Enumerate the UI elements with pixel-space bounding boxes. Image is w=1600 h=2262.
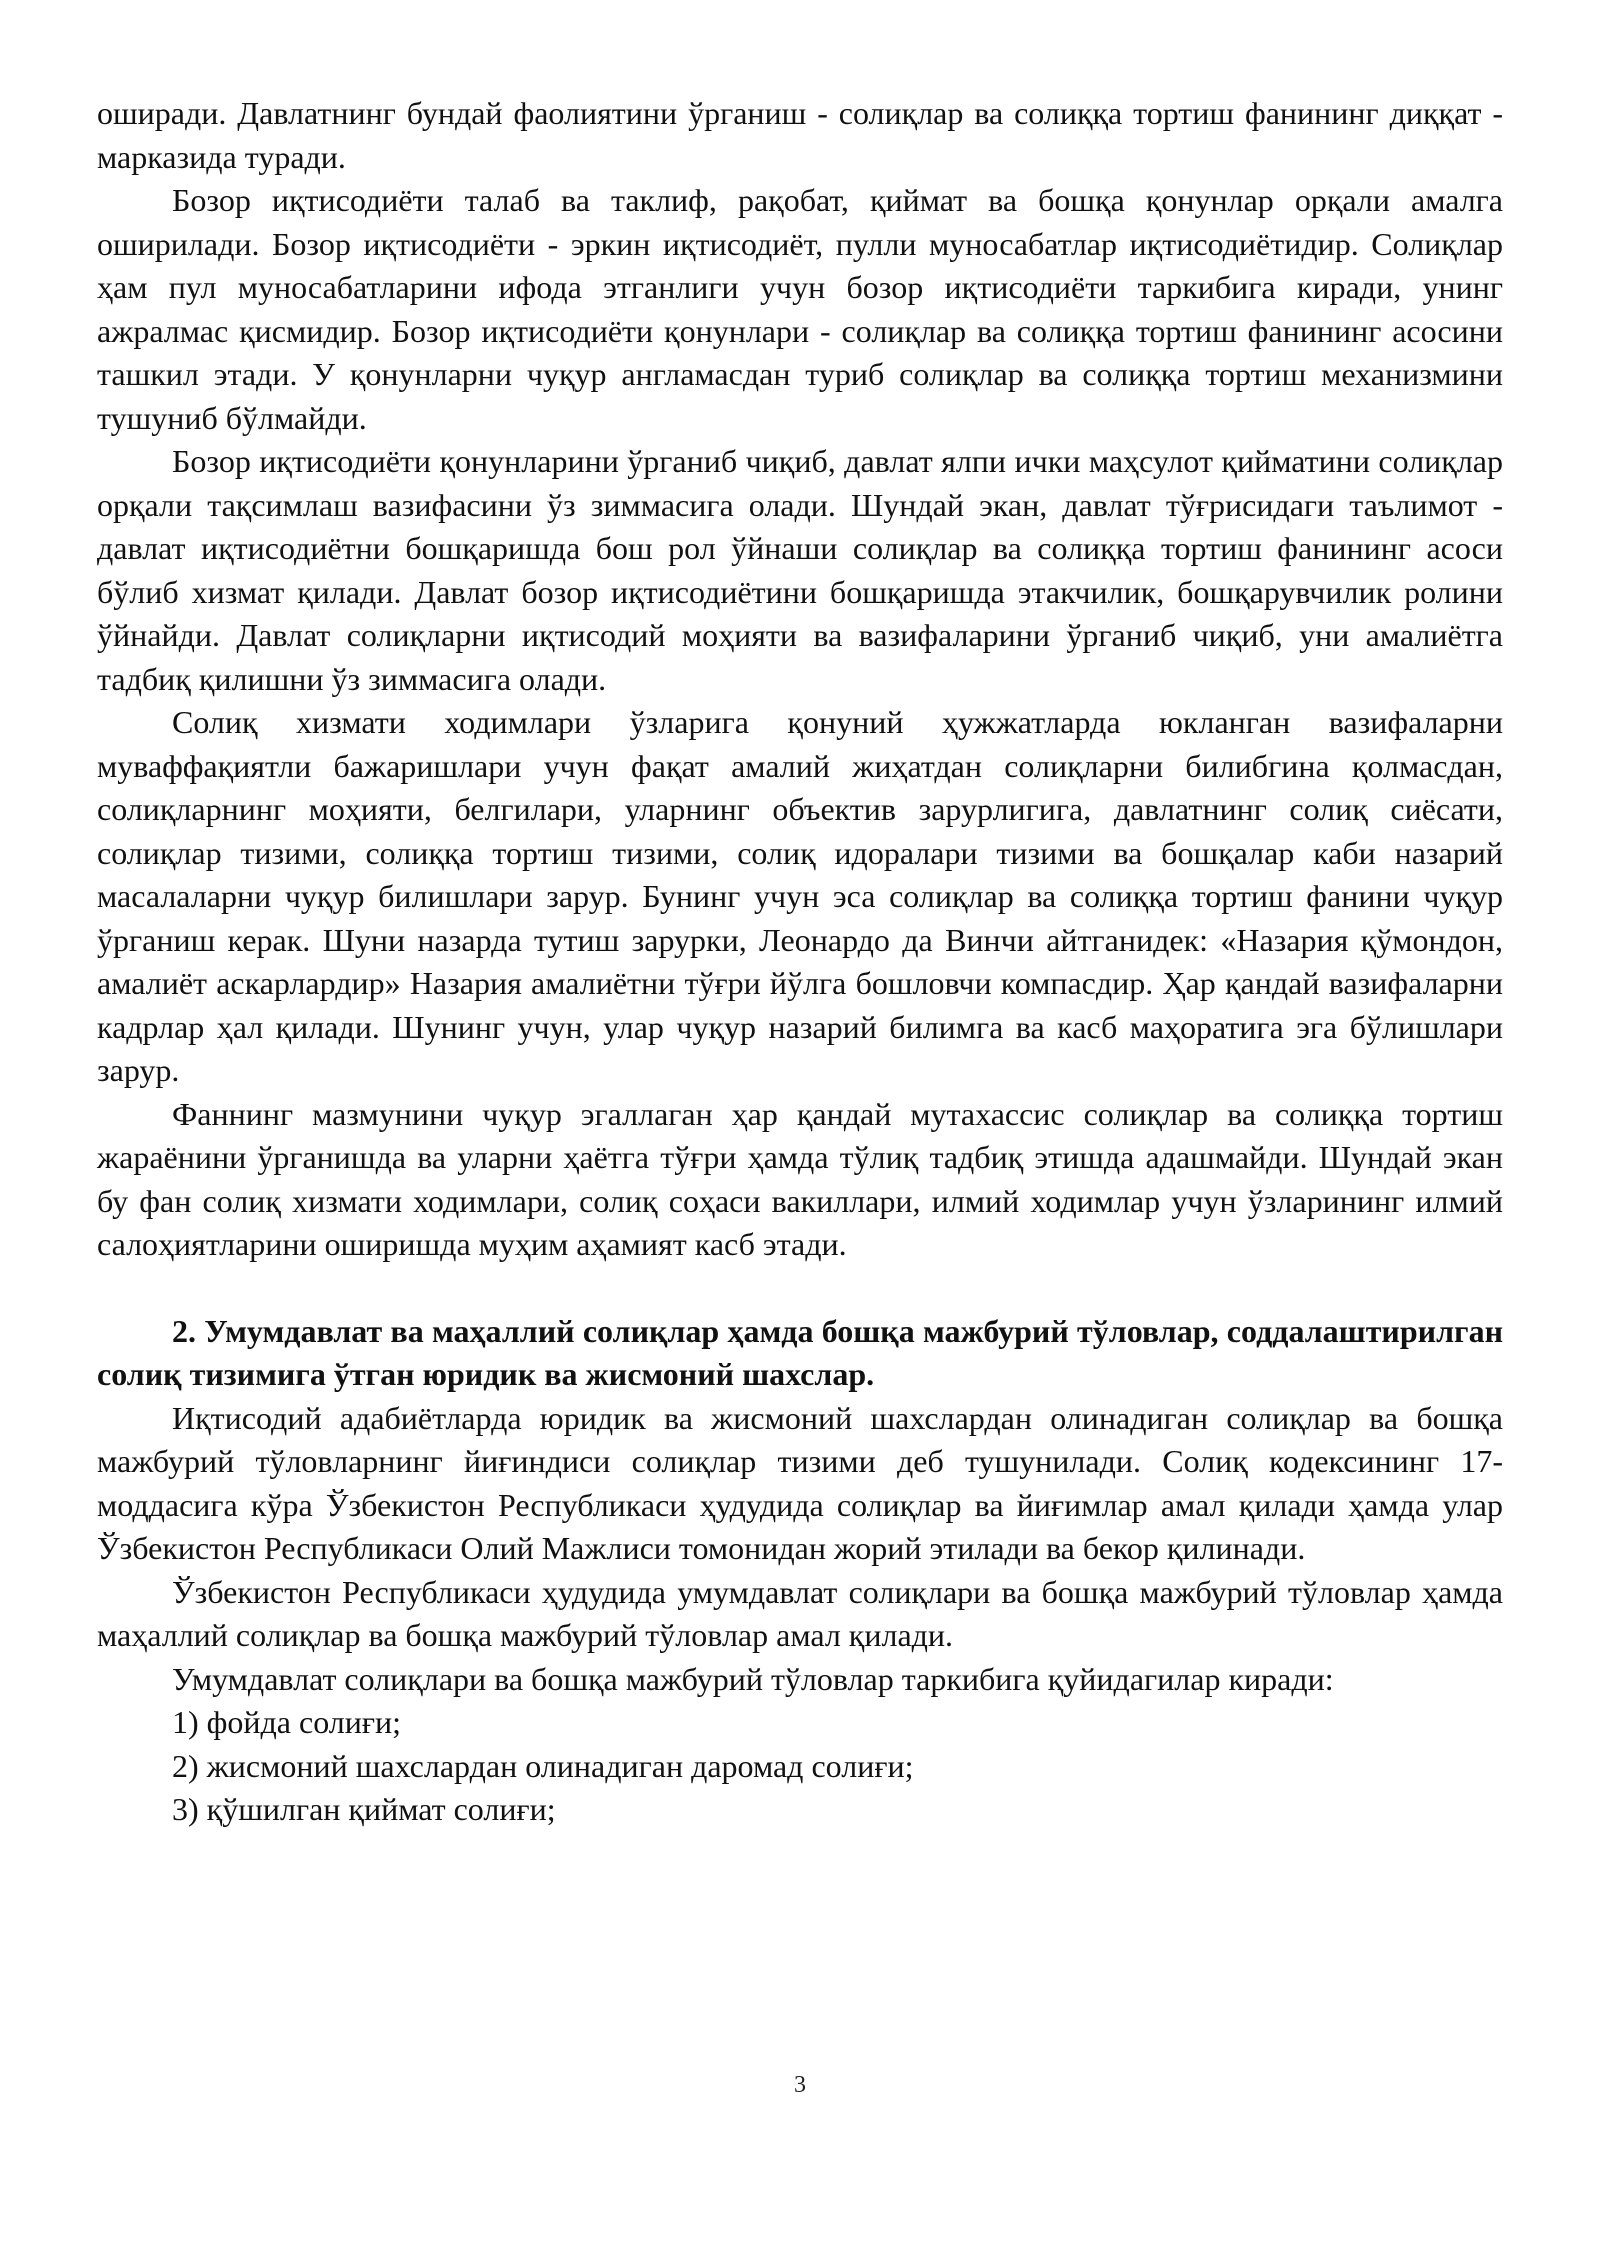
list-item-income-tax: 2) жисмоний шахслардан олинадиган даромад солиғи;	[172, 1747, 914, 1784]
paragraph-specialist: Фаннинг мазмунини чуқур эгаллаган ҳар қандай мутахассис солиқлар ва солиққа тортиш жараёнини ўрганишда ва уларни ҳаётга тўғри ҳамда тўлиқ тадбиқ этишда адашмайди. Шундай экан бу фан солиқ хизмати ходимлари, солиқ соҳаси вакиллари, илмий ходимлар учун ўзларининг илмий салоҳиятларини оширишда муҳим аҳамият касб этади.	[97, 1095, 1503, 1262]
paragraph-tax-types: Ўзбекистон Республикаси ҳудудида умумдавлат солиқлари ва бошқа мажбурий тўловлар ҳамда маҳаллий солиқлар ва бошқа мажбурий тўловлар амал қилади.	[97, 1573, 1503, 1653]
paragraph-tax-system: Иқтисодий адабиётларда юридик ва жисмоний шахслардан олинадиган солиқлар ва бошқа мажбурий тўловларнинг йиғиндиси солиқлар тизими деб тушунилади. Солиқ кодексининг 17-моддасига кўра Ўзбекистон Республикаси ҳудудида солиқлар ва йиғимлар амал қилади ҳамда улар Ўзбекистон Республикаси Олий Мажлиси томонидан жорий этилади ва бекор қилинади.	[97, 1399, 1503, 1566]
paragraph-list-intro: Умумдавлат солиқлари ва бошқа мажбурий тўловлар таркибига қуйидагилар киради:	[172, 1660, 1334, 1697]
list-item-profit-tax: 1) фойда солиғи;	[172, 1704, 402, 1740]
paragraph-market-economy: Бозор иқтисодиёти талаб ва таклиф, рақобат, қиймат ва бошқа қонунлар орқали амалга оширилади. Бозор иқтисодиёти - эркин иқтисодиёт, пулли муносабатлар иқтисодиётидир. Солиқлар ҳам пул муносабатларини ифода этганлиги учун бозор иқтисодиёти таркибига киради, унинг ажралмас қисмидир. Бозор иқтисодиёти қонунлари - солиқлар ва солиққа тортиш фанининг асосини ташкил этади. У қонунларни чуқур англамасдан туриб солиқлар ва солиққа тортиш механизмини тушуниб бўлмайди.	[97, 182, 1503, 436]
list-item-vat: 3) қўшилган қиймат солиғи;	[172, 1791, 556, 1827]
page-number: 3	[794, 2072, 806, 2098]
paragraph-state-role: Бозор иқтисодиёти қонунларини ўрганиб чиқиб, давлат ялпи ички маҳсулот қийматини солиқлар орқали тақсимлаш вазифасини ўз зиммасига олади. Шундай экан, давлат тўғрисидаги таълимот - давлат иқтисодиётни бошқаришда бош рол ўйнаши солиқлар ва солиққа тортиш фанининг асоси бўлиб хизмат қилади. Давлат бозор иқтисодиётини бошқаришда этакчилик, бошқарувчилик ролини ўйнайди. Давлат солиқларни иқтисодий моҳияти ва вазифаларини ўрганиб чиқиб, уни амалиётга тадбиқ қилишни ўз зиммасига олади.	[97, 443, 1503, 697]
paragraph-continuation: оширади. Давлатнинг бундай фаолиятини ўрганиш - солиқлар ва солиққа тортиш фанининг диққат - марказида туради.	[97, 95, 1503, 175]
paragraph-tax-staff: Солиқ хизмати ходимлари ўзларига қонуний ҳужжатларда юкланган вазифаларни муваффақиятли бажаришлари учун фақат амалий жиҳатдан солиқларни билибгина қолмасдан, солиқларнинг моҳияти, белгилари, уларнинг объектив зарурлигига, давлатнинг солиқ сиёсати, солиқлар тизими, солиққа тортиш тизими, солиқ идоралари тизими ва бошқалар каби назарий масалаларни чуқур билишлари зарур. Бунинг учун эса солиқлар ва солиққа тортиш фанини чуқур ўрганиш керак. Шуни назарда тутиш зарурки, Леонардо да Винчи айтганидек: «Назария қўмондон, амалиёт аскарлардир» Назария амалиётни тўғри йўлга бошловчи компасдир. Ҳар қандай вазифаларни кадрлар ҳал қилади. Шунинг учун, улар чуқур назарий билимга ва касб маҳоратига эга бўлишлари зарур.	[97, 704, 1503, 1088]
section-heading: 2. Умумдавлат ва маҳаллий солиқлар ҳамда бошқа мажбурий тўловлар, соддалаштирилган солиқ тизимига ўтган юридик ва жисмоний шахслар.	[97, 1312, 1503, 1392]
document-page	[97, 92, 1503, 1832]
